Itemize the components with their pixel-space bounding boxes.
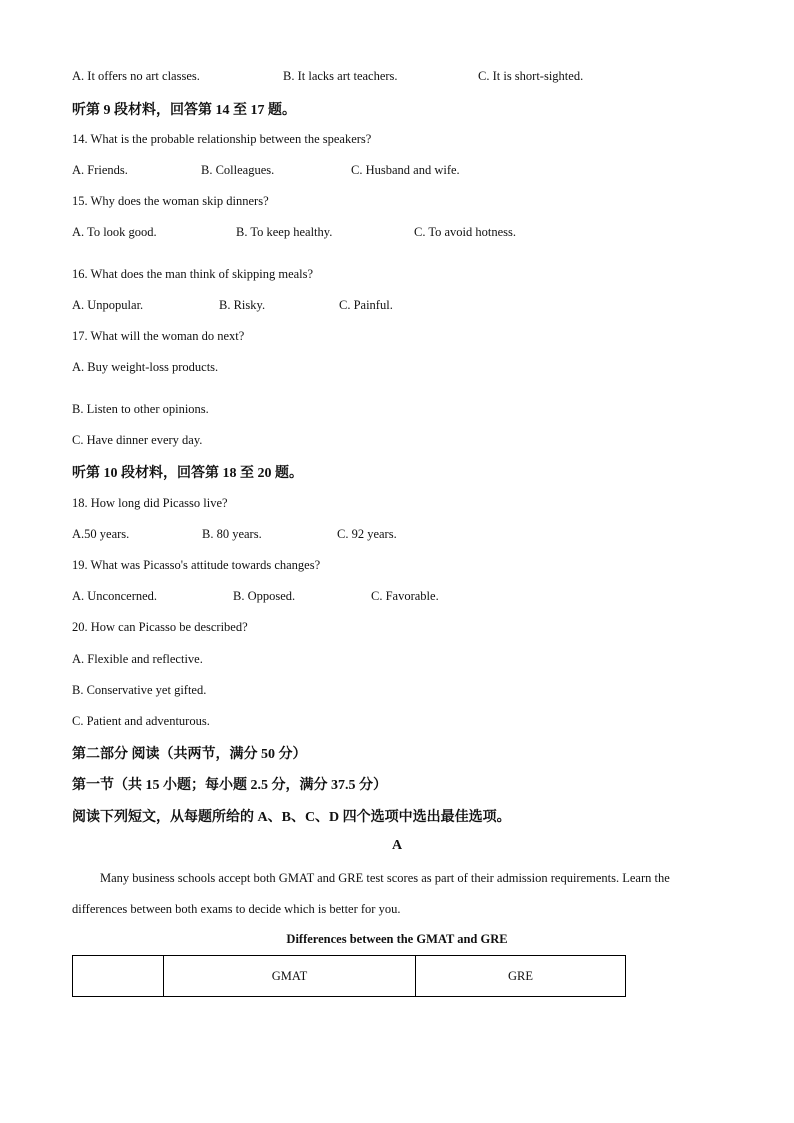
- q18-option-b: B. 80 years.: [202, 527, 262, 541]
- q20-option-b: B. Conservative yet gifted.: [72, 683, 207, 697]
- q15-stem: 15. Why does the woman skip dinners?: [72, 194, 269, 208]
- section9-heading: 听第 9 段材料，回答第 14 至 17 题。: [72, 103, 296, 118]
- q19-option-c: C. Favorable.: [371, 589, 439, 603]
- q16-option-a: A. Unpopular.: [72, 298, 144, 312]
- comparison-table: [72, 955, 626, 997]
- passage-paragraph: Many business schools accept both GMAT and GRE test scores as part of their admission requirements. Learn the differences between both exams to decide which is better for you.: [72, 871, 670, 916]
- q19-option-b: B. Opposed.: [233, 589, 296, 603]
- reading-instruction: 阅读下列短文，从每题所给的 A、B、C、D 四个选项中选出最佳选项。: [72, 810, 511, 825]
- q18-option-c: C. 92 years.: [337, 527, 397, 541]
- q14-option-b: B. Colleagues.: [201, 163, 275, 177]
- q19-option-a: A. Unconcerned.: [72, 589, 158, 603]
- q14-option-c: C. Husband and wife.: [351, 163, 460, 177]
- table-header-gre: GRE: [416, 956, 626, 997]
- q13-option-c: C. It is short-sighted.: [478, 69, 584, 83]
- q20-option-a: A. Flexible and reflective.: [72, 652, 203, 666]
- passage-letter: A: [391, 838, 403, 853]
- q19-stem: 19. What was Picasso's attitude towards changes?: [72, 558, 321, 572]
- q15-option-c: C. To avoid hotness.: [414, 225, 517, 239]
- table-header-row: [73, 956, 626, 997]
- section10-heading: 听第 10 段材料，回答第 18 至 20 题。: [72, 466, 303, 481]
- q20-stem: 20. How can Picasso be described?: [72, 620, 248, 634]
- q17-option-b: B. Listen to other opinions.: [72, 402, 209, 416]
- q16-option-c: C. Painful.: [339, 298, 393, 312]
- q16-option-b: B. Risky.: [219, 298, 266, 312]
- q18-stem: 18. How long did Picasso live?: [72, 496, 228, 510]
- q14-stem: 14. What is the probable relationship between the speakers?: [72, 132, 372, 146]
- q13-option-a: A. It offers no art classes.: [72, 69, 200, 83]
- q20-option-c: C. Patient and adventurous.: [72, 714, 210, 728]
- table-header-gmat: GMAT: [164, 956, 416, 997]
- q14-option-a: A. Friends.: [72, 163, 128, 177]
- q17-stem: 17. What will the woman do next?: [72, 329, 245, 343]
- section1-heading: 第一节（共 15 小题；每小题 2.5 分，满分 37.5 分）: [72, 778, 387, 793]
- q17-option-c: C. Have dinner every day.: [72, 433, 203, 447]
- q15-option-a: A. To look good.: [72, 225, 157, 239]
- part2-heading: 第二部分 阅读（共两节，满分 50 分）: [72, 747, 307, 762]
- table-title: Differences between the GMAT and GRE: [286, 932, 508, 946]
- table-header-empty: [73, 956, 164, 997]
- q13-option-b: B. It lacks art teachers.: [283, 69, 398, 83]
- q15-option-b: B. To keep healthy.: [236, 225, 333, 239]
- q17-option-a: A. Buy weight-loss products.: [72, 360, 219, 374]
- q16-stem: 16. What does the man think of skipping meals?: [72, 267, 314, 281]
- q18-option-a: A.50 years.: [72, 527, 130, 541]
